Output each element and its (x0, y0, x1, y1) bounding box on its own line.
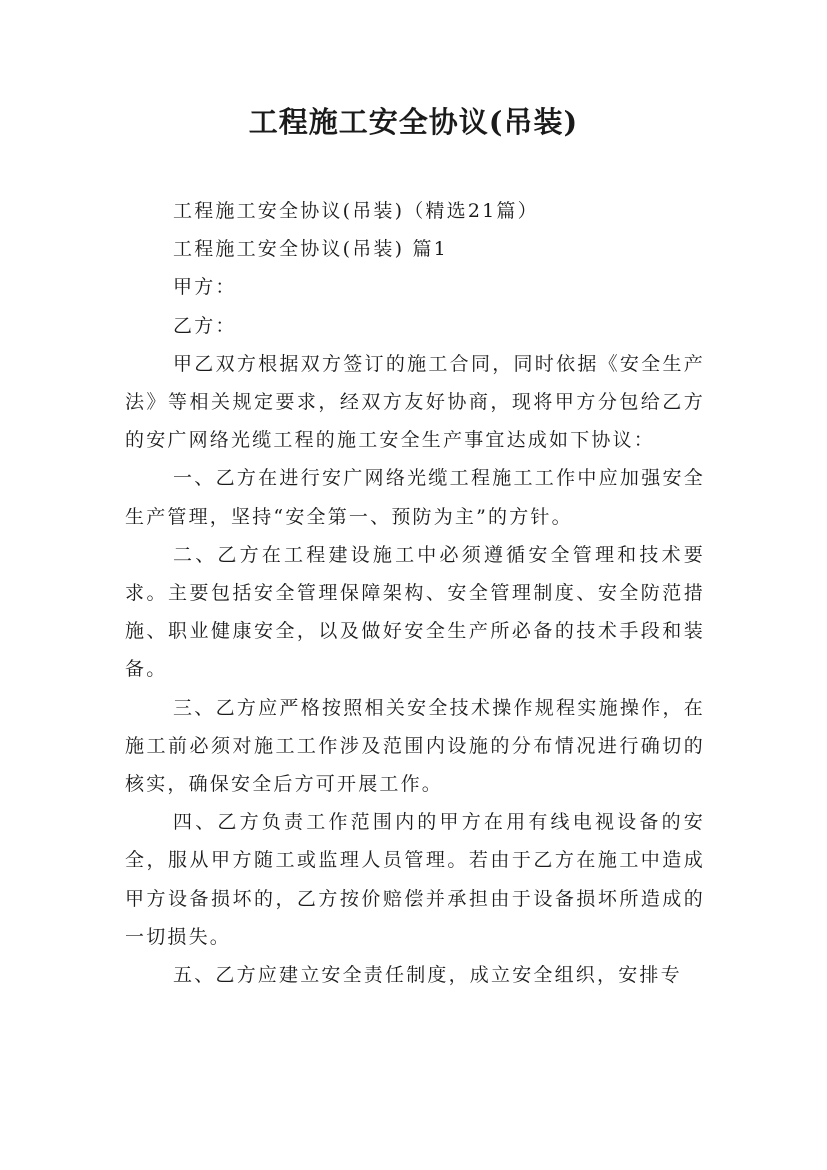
paragraph-section-heading: 工程施工安全协议(吊装) 篇1 (173, 238, 448, 261)
document-body (125, 192, 705, 994)
paragraph-clause-5: 五、乙方应建立安全责任制度，成立安全组织，安排专 (173, 964, 682, 987)
paragraph-clause-3: 三、乙方应严格按照相关安全技术操作规程实施操作，在施工前必须对施工工作涉及范围内设施的分布情况进行确切的核实，确保安全后方可开展工作。 (125, 696, 705, 796)
paragraph-clause-2: 二、乙方在工程建设施工中必须遵循安全管理和技术要求。主要包括安全管理保障架构、安全管理制度、安全防范措施、职业健康安全，以及做好安全生产所必备的技术手段和装备。 (125, 543, 705, 681)
paragraph-preamble: 甲乙双方根据双方签订的施工合同，同时依据《安全生产法》等相关规定要求，经双方友好协商，现将甲方分包给乙方的安广网络光缆工程的施工安全生产事宜达成如下协议： (125, 352, 705, 452)
paragraph-party-a: 甲方： (173, 276, 237, 299)
document-title: 工程施工安全协议(吊装) (248, 105, 579, 139)
paragraph-clause-4: 四、乙方负责工作范围内的甲方在用有线电视设备的安全，服从甲方随工或监理人员管理。若由于乙方在施工中造成甲方设备损坏的，乙方按价赔偿并承担由于设备损坏所造成的一切损失。 (125, 811, 705, 948)
paragraph-subtitle: 工程施工安全协议(吊装)（精选21篇） (173, 200, 539, 222)
paragraph-party-b: 乙方： (173, 314, 237, 337)
paragraph-clause-1: 一、乙方在进行安广网络光缆工程施工工作中应加强安全生产管理，坚持“安全第一、预防为主”的方针。 (125, 467, 705, 528)
